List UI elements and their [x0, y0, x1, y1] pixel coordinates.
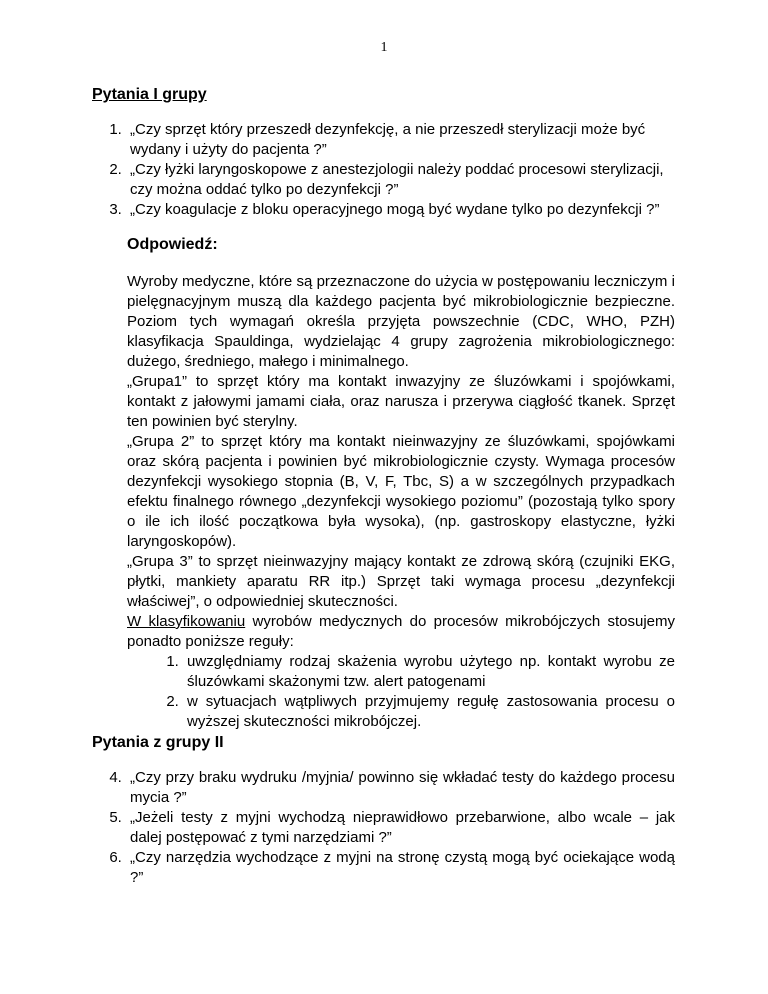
- section-2-title: Pytania z grupy II: [92, 734, 224, 751]
- answer-heading: Odpowiedź:: [127, 236, 218, 253]
- section-1-questions: [92, 120, 675, 220]
- question-2: 2. „Czy łyżki laryngoskopowe z anestezjologii należy poddać procesowi sterylizacji, czy można oddać tylko po dezynfekcji ?”: [126, 160, 675, 200]
- section-1-title: Pytania I grupy: [92, 86, 207, 103]
- question-3: 3. „Czy koagulacje z bloku operacyjnego mogą być wydane tylko po dezynfekcji ?”: [126, 200, 675, 220]
- rule-1: 1. uwzględniamy rodzaj skażenia wyrobu użytego np. kontakt wyrobu ze śluzówkami skażonymi tzw. alert patogenami: [183, 652, 675, 692]
- answer-paragraph-intro: Wyroby medyczne, które są przeznaczone do użycia w postępowaniu leczniczym i pielęgnacyjnym muszą dla każdego pacjenta być mikrobiologicznie bezpieczne. Poziom tych wymagań określa przyjęta powszechnie (CDC, WHO, PZH) klasyfikacja Spauldinga, wydzielając 4 grupy zagrożenia mikrobiologicznego: dużego, średniego, małego i minimalnego.: [127, 273, 675, 370]
- rules-list: [127, 652, 675, 732]
- question-1: 1. „Czy sprzęt który przeszedł dezynfekcję, a nie przeszedł sterylizacji może być wydany i użyty do pacjenta ?”: [126, 120, 675, 160]
- answer-body: [127, 272, 675, 732]
- answer-paragraph-rules-intro: [127, 612, 675, 652]
- rule-2: 2. w sytuacjach wątpliwych przyjmujemy regułę zastosowania procesu o wyższej skuteczności mikrobójczej.: [183, 692, 675, 732]
- document-body: [92, 84, 675, 888]
- answer-paragraph-group2: „Grupa 2” to sprzęt który ma kontakt nieinwazyjny ze śluzówkami, spojówkami oraz skórą pacjenta i powinien być mikrobiologicznie czysty. Wymaga procesów dezynfekcji wysokiego stopnia (B, V, F, Tbc, S) a w szczególnych przypadkach efektu finalnego równego „dezynfekcji wysokiego poziomu” (pozostają tylko spory o ile ich ilość początkowa była wysoka), (np. gastroskopy elastyczne, łyżki laryngoskopów).: [127, 433, 675, 550]
- section-2-questions: [92, 768, 675, 888]
- page-number: 1: [380, 40, 388, 55]
- question-4: 4. „Czy przy braku wydruku /myjnia/ powinno się wkładać testy do każdego procesu mycia ?”: [126, 768, 675, 808]
- answer-paragraph-group1: „Grupa1” to sprzęt który ma kontakt inwazyjny ze śluzówkami i spojówkami, kontakt z jałowymi jamami ciała, oraz narusza i przerywa ciągłość tkanek. Sprzęt ten powinien być sterylny.: [127, 373, 675, 430]
- question-6: 6. „Czy narzędzia wychodzące z myjni na stronę czystą mogą być ociekające wodą ?”: [126, 848, 675, 888]
- underlined-phrase: W klasyfikowaniu: [127, 613, 246, 630]
- rules-intro-text: wyrobów medycznych do procesów mikrobójczych stosujemy ponadto poniższe reguły:: [127, 613, 676, 650]
- answer-paragraph-group3: „Grupa 3” to sprzęt nieinwazyjny mający kontakt ze zdrową skórą (czujniki EKG, płytki, mankiety aparatu RR itp.) Sprzęt taki wymaga procesu „dezynfekcji właściwej”, o odpowiedniej skuteczności.: [127, 553, 675, 610]
- question-5: 5. „Jeżeli testy z myjni wychodzą nieprawidłowo przebarwione, albo wcale – jak dalej postępować z tymi narzędziami ?”: [126, 808, 675, 848]
